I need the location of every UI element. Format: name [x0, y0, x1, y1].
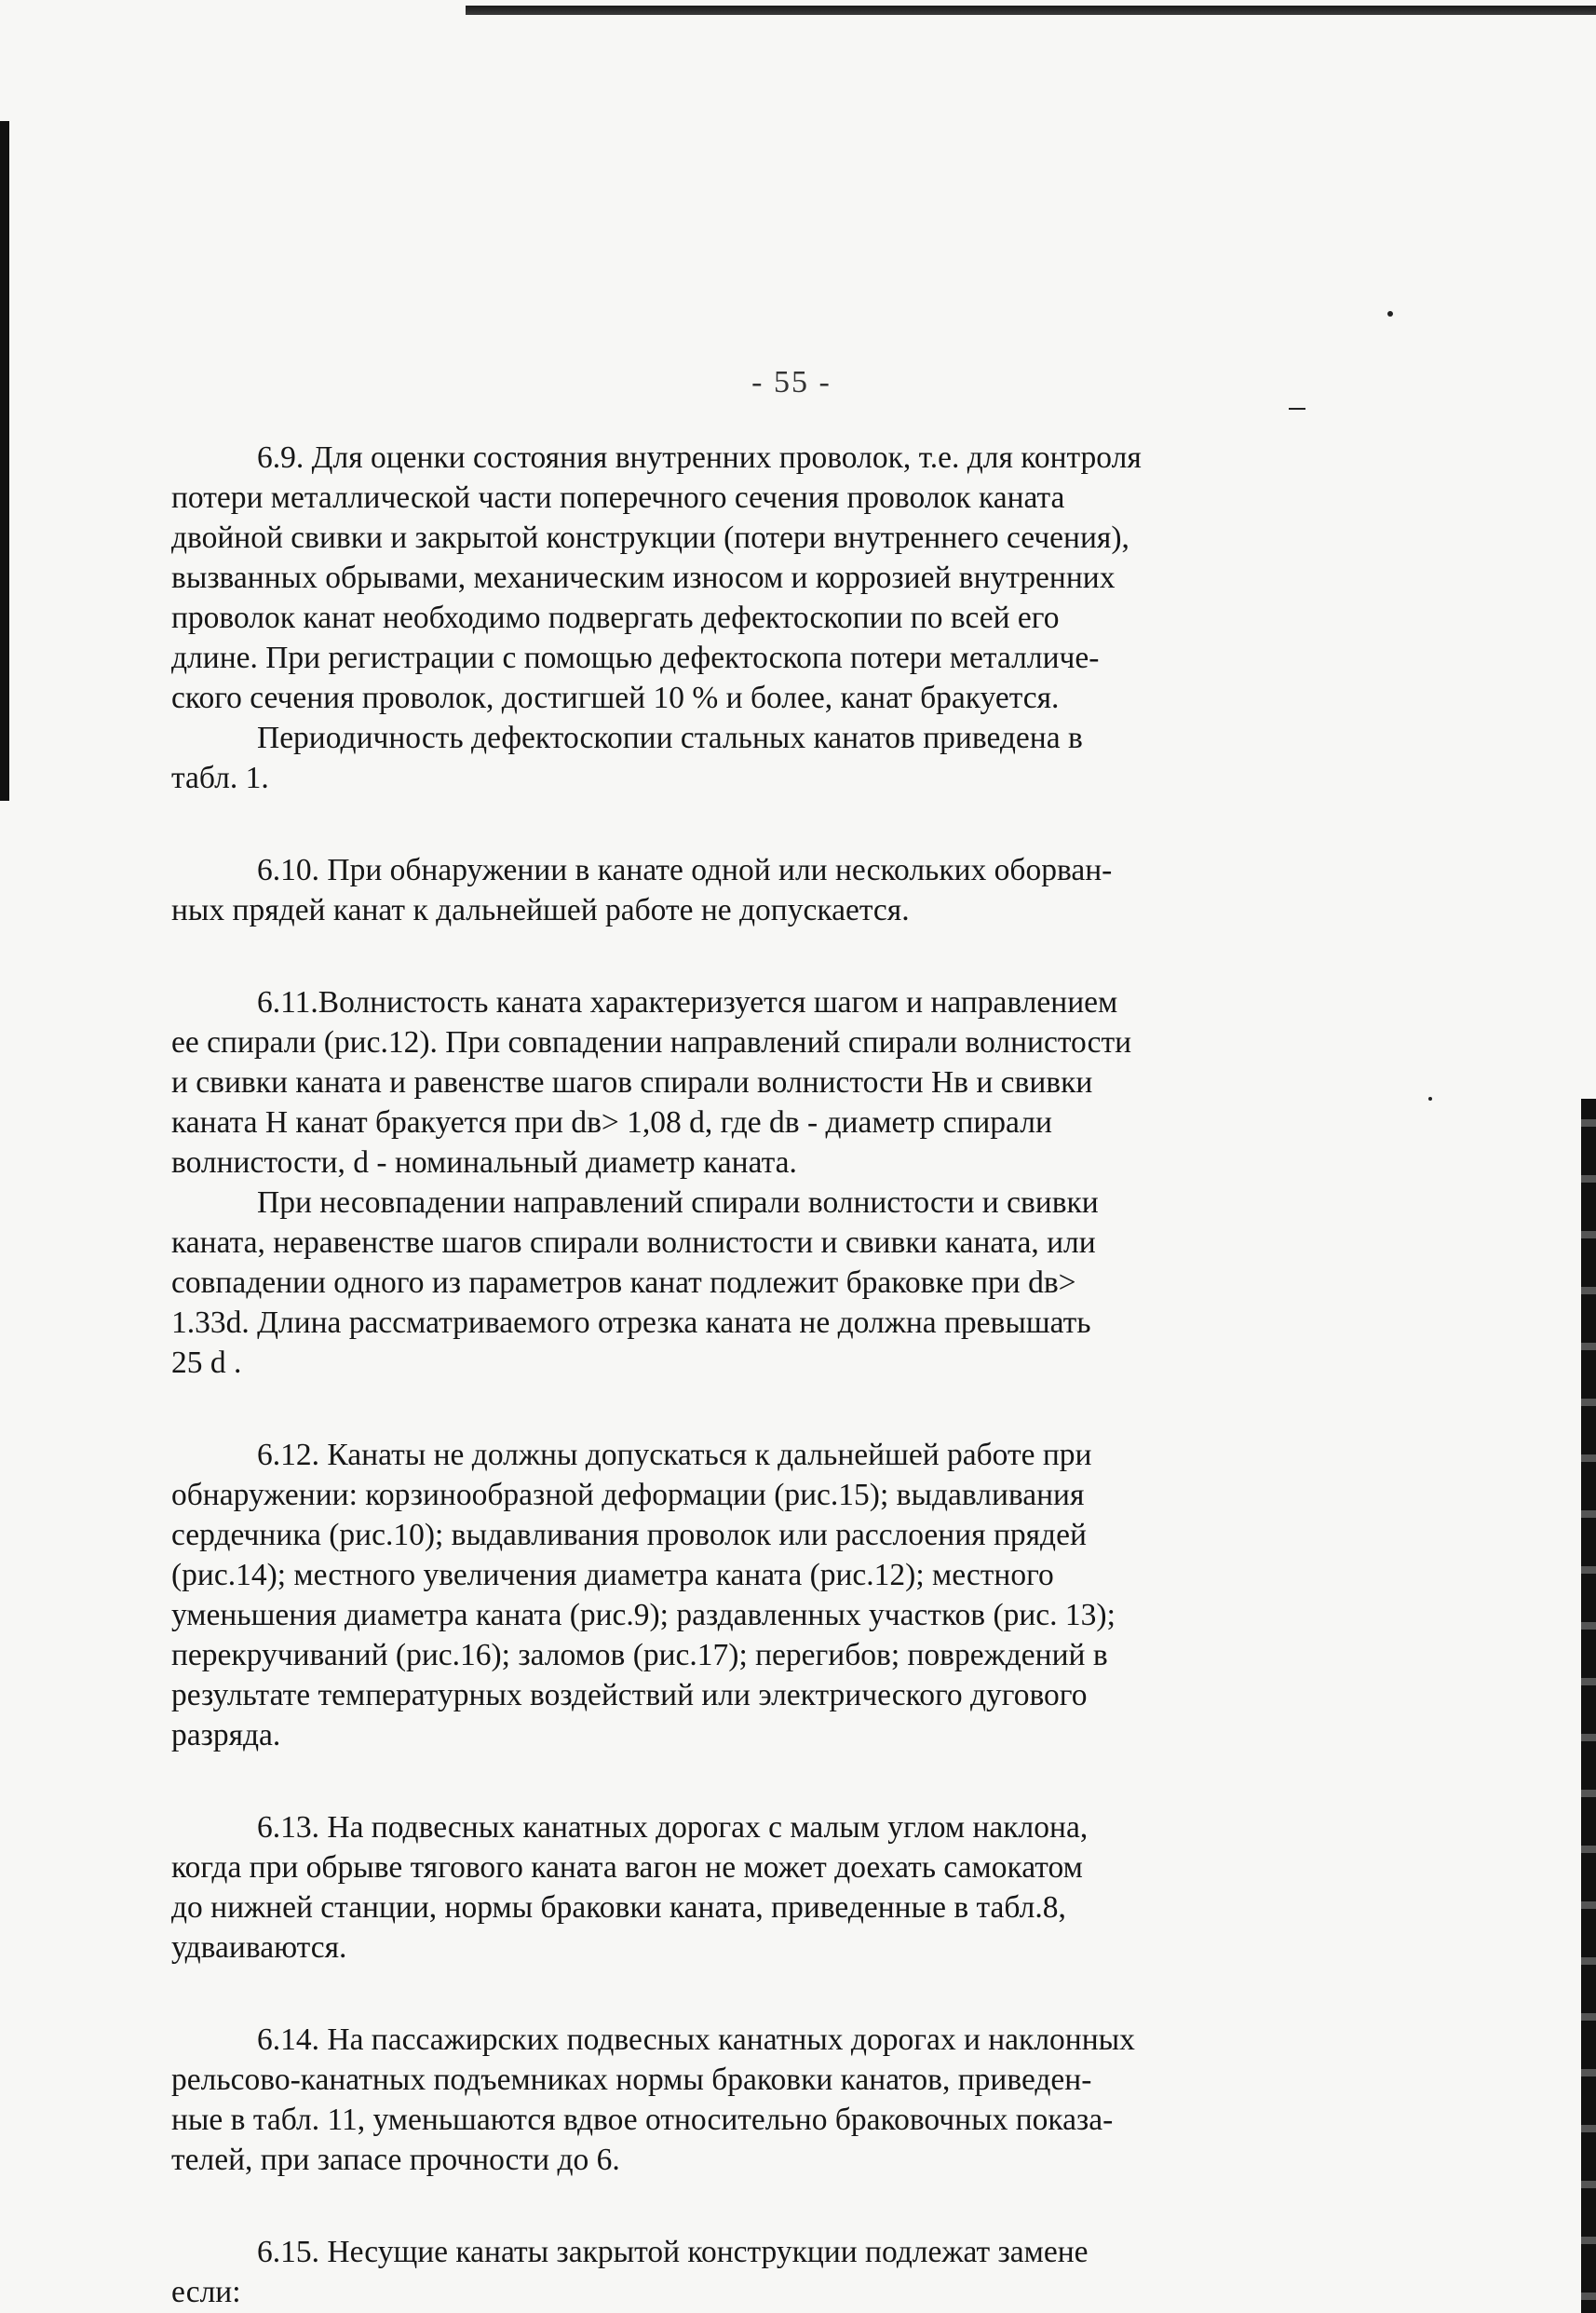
scan-mark: [1289, 408, 1305, 410]
paragraph-6-11-mismatch: При несовпадении направлений спирали волнистости и свивки каната, неравенстве шагов спирали волнистости и свивки каната, или совпадении одного из параметров канат подлежит браковке при dв> 1.33d. Длина рассматриваемого отрезка каната не должна превышать 25 d .: [171, 1185, 1099, 1380]
paragraph-6-14: 6.14. На пассажирских подвесных канатных дорогах и наклонных рельсово-канатных подъемниках нормы браковки канатов, приведен- ные в табл. 11, уменьшаются вдвое относительно браковочных показа- телей, при запасе прочности до 6.: [171, 2022, 1135, 2177]
document-body: [171, 438, 1311, 2312]
paragraph-6-15: 6.15. Несущие канаты закрытой конструкции подлежат замене если:: [171, 2235, 1089, 2309]
scan-left-edge: [0, 121, 9, 801]
scan-top-border: [466, 6, 1596, 15]
paragraph-6-13: 6.13. На подвесных канатных дорогах с малым углом наклона, когда при обрыве тягового каната вагон не может доехать самокатом до нижней станции, нормы браковки каната, приведенные в табл.8, удваиваются.: [171, 1810, 1089, 1965]
scan-speck: [1387, 311, 1393, 317]
paragraph-6-9-periodicity: Периодичность дефектоскопии стальных канатов приведена в табл. 1.: [171, 721, 1083, 795]
page-number: - 55 -: [751, 365, 832, 399]
paragraph-6-9: 6.9. Для оценки состояния внутренних проволок, т.е. для контроля потери металлической части поперечного сечения проволок каната двойной свивки и закрытой конструкции (потери внутреннего сечения), вызванных обрывами, механическим износом и коррозией внутренних проволок канат необходимо подвергать дефектоскопии по всей его длине. При регистрации с помощью дефектоскопа потери металличе- ского сечения проволок, достигшей 10 % и более, канат бракуется.: [171, 440, 1142, 715]
paragraph-6-11: 6.11.Волнистость каната характеризуется шагом и направлением ее спирали (рис.12). При совпадении направлений спирали волнистости и свивки каната и равенстве шагов спирали волнистости Нв и свивки каната Н канат бракуется при dв> 1,08 d, где dв - диаметр спирали волнистости, d - номинальный диаметр каната.: [171, 985, 1132, 1180]
paragraph-6-12: 6.12. Канаты не должны допускаться к дальнейшей работе при обнаружении: корзинообразной деформации (рис.15); выдавливания сердечника (рис.10); выдавливания проволок или расслоения прядей (рис.14); местного увеличения диаметра каната (рис.12); местного уменьшения диаметра каната (рис.9); раздавленных участков (рис. 13); перекручиваний (рис.16); заломов (рис.17); перегибов; повреждений в результате температурных воздействий или электрического дугового разряда.: [171, 1438, 1116, 1752]
paragraph-6-10: 6.10. При обнаружении в канате одной или нескольких оборван- ных прядей канат к дальнейшей работе не допускается.: [171, 853, 1113, 927]
scan-speck: [1428, 1097, 1432, 1101]
scan-right-edge: [1581, 1099, 1596, 2313]
